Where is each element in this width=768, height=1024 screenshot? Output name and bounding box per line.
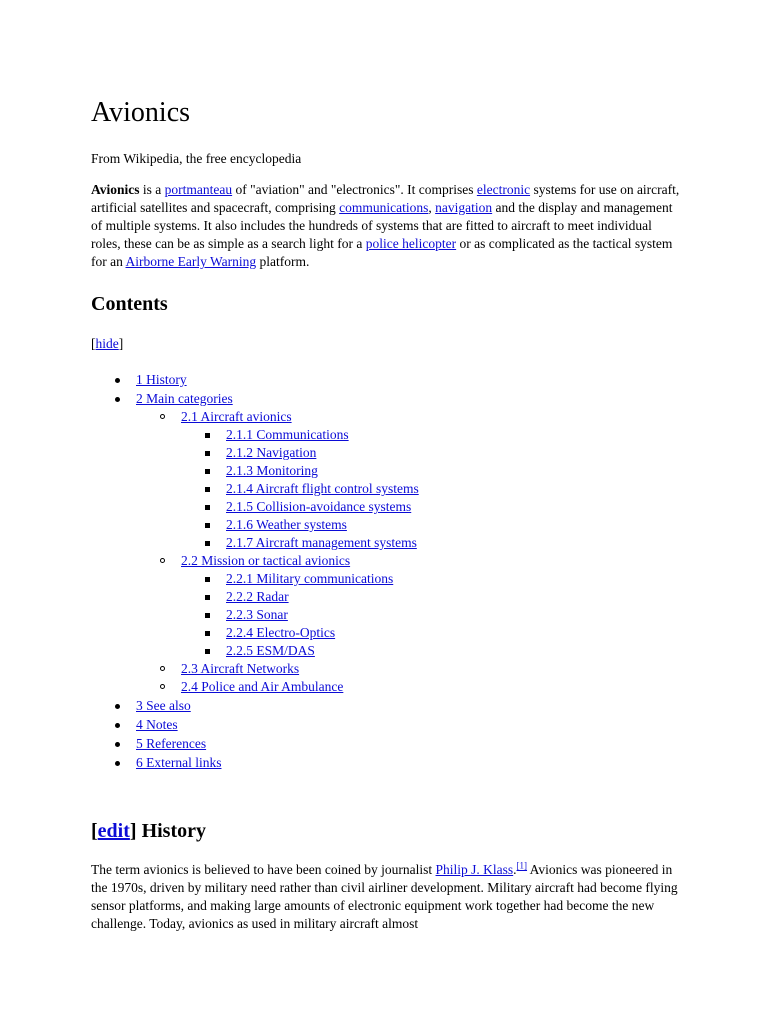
- edit-link[interactable]: edit: [97, 820, 130, 842]
- toc-item: [136, 552, 681, 660]
- toc-item: [136, 408, 681, 552]
- toc-link-mission-tactical[interactable]: 2.2 Mission or tactical avionics: [181, 553, 351, 568]
- toc-item: [91, 390, 681, 696]
- reference-link[interactable]: [1]: [516, 860, 528, 871]
- intro-text: of "aviation" and "electronics". It comprises: [232, 182, 477, 197]
- history-text: The term avionics is believed to have been coined by journalist: [91, 862, 436, 877]
- bracket: ]: [129, 820, 137, 842]
- toc-item: [181, 462, 681, 480]
- toc-item: [91, 716, 681, 734]
- toc-item: [181, 606, 681, 624]
- bracket: [: [91, 820, 98, 842]
- history-paragraph: [91, 861, 681, 933]
- toc-hide-toggle: [91, 335, 681, 353]
- history-text: .: [513, 862, 517, 877]
- link-communications[interactable]: communications: [339, 200, 429, 215]
- toc-item: [181, 516, 681, 534]
- toc-item: [181, 534, 681, 552]
- intro-text: systems for use on aircraft, artificial satellites and spacecraft, comprising: [91, 182, 680, 215]
- intro-text: ,: [428, 200, 436, 215]
- toc-link-main-categories[interactable]: 2 Main categories: [136, 391, 233, 406]
- toc-item: [91, 697, 681, 715]
- toc-item: [136, 678, 681, 696]
- toc-link-collision-avoidance[interactable]: 2.1.5 Collision-avoidance systems: [226, 499, 412, 514]
- toc-item: [181, 444, 681, 462]
- toc-link-weather-systems[interactable]: 2.1.6 Weather systems: [226, 517, 347, 532]
- toc-link-radar[interactable]: 2.2.2 Radar: [226, 589, 289, 604]
- toc-item: [181, 498, 681, 516]
- toc-link-see-also[interactable]: 3 See also: [136, 698, 191, 713]
- toc-link-communications[interactable]: 2.1.1 Communications: [226, 427, 349, 442]
- contents-title: Contents: [91, 293, 168, 315]
- intro-text: and the display and management of multiple systems. It also includes the hundreds of systems that are fitted to aircraft to meet individual roles, these can be as simple as a search light for a: [91, 200, 673, 251]
- toc-link-sonar[interactable]: 2.2.3 Sonar: [226, 607, 288, 622]
- toc-item: [181, 588, 681, 606]
- toc-link-military-communications[interactable]: 2.2.1 Military communications: [226, 571, 394, 586]
- intro-text: platform.: [256, 254, 310, 269]
- toc-item: [91, 371, 681, 389]
- toc-item: [136, 660, 681, 678]
- toc-link-notes[interactable]: 4 Notes: [136, 717, 178, 732]
- intro-bold-term: Avionics: [91, 182, 140, 197]
- page-title: Avionics: [91, 97, 191, 128]
- toc-link-aircraft-networks[interactable]: 2.3 Aircraft Networks: [181, 661, 300, 676]
- toc-item: [91, 735, 681, 753]
- hide-link[interactable]: hide: [95, 336, 119, 351]
- toc-item: [181, 570, 681, 588]
- bracket: [: [91, 336, 96, 351]
- toc-link-police-air-ambulance[interactable]: 2.4 Police and Air Ambulance: [181, 679, 344, 694]
- link-airborne-early-warning[interactable]: Airborne Early Warning: [125, 254, 257, 269]
- intro-paragraph: [91, 181, 681, 271]
- article: [91, 96, 681, 933]
- toc-link-electro-optics[interactable]: 2.2.4 Electro-Optics: [226, 625, 336, 640]
- link-navigation[interactable]: navigation: [435, 200, 493, 215]
- toc-sublist: [136, 408, 681, 696]
- toc-link-references[interactable]: 5 References: [136, 736, 207, 751]
- toc-link-esm-das[interactable]: 2.2.5 ESM/DAS: [226, 643, 315, 658]
- history-heading: [91, 818, 681, 844]
- tagline: From Wikipedia, the free encyclopedia: [91, 151, 302, 166]
- toc-item: [91, 754, 681, 772]
- toc-sublist: [181, 426, 681, 552]
- link-police-helicopter[interactable]: police helicopter: [365, 236, 457, 251]
- intro-text: is a: [139, 182, 165, 197]
- toc-link-navigation[interactable]: 2.1.2 Navigation: [226, 445, 317, 460]
- table-of-contents: [91, 371, 681, 772]
- intro-text: or as complicated as the tactical system for an: [91, 236, 673, 269]
- toc-link-history[interactable]: 1 History: [136, 372, 187, 387]
- link-electronic[interactable]: electronic: [476, 182, 531, 197]
- toc-link-flight-control[interactable]: 2.1.4 Aircraft flight control systems: [226, 481, 419, 496]
- link-philip-klass[interactable]: Philip J. Klass: [435, 862, 514, 877]
- link-portmanteau[interactable]: portmanteau: [164, 182, 233, 197]
- toc-link-external-links[interactable]: 6 External links: [136, 755, 222, 770]
- history-text: Avionics was pioneered in the 1970s, driven by military need rather than civil airliner development. Military aircraft had become flying sensor platforms, and making large amounts of electronic equipment work together had become the new challenge. Today, avionics as used in military aircraft almost: [91, 862, 678, 931]
- toc-item: [181, 426, 681, 444]
- toc-item: [181, 480, 681, 498]
- toc-link-aircraft-avionics[interactable]: 2.1 Aircraft avionics: [181, 409, 292, 424]
- toc-item: [181, 642, 681, 660]
- toc-sublist: [181, 570, 681, 660]
- bracket: ]: [118, 336, 124, 351]
- toc-link-monitoring[interactable]: 2.1.3 Monitoring: [226, 463, 318, 478]
- toc-item: [181, 624, 681, 642]
- history-title: History: [136, 820, 206, 842]
- toc-link-aircraft-management[interactable]: 2.1.7 Aircraft management systems: [226, 535, 417, 550]
